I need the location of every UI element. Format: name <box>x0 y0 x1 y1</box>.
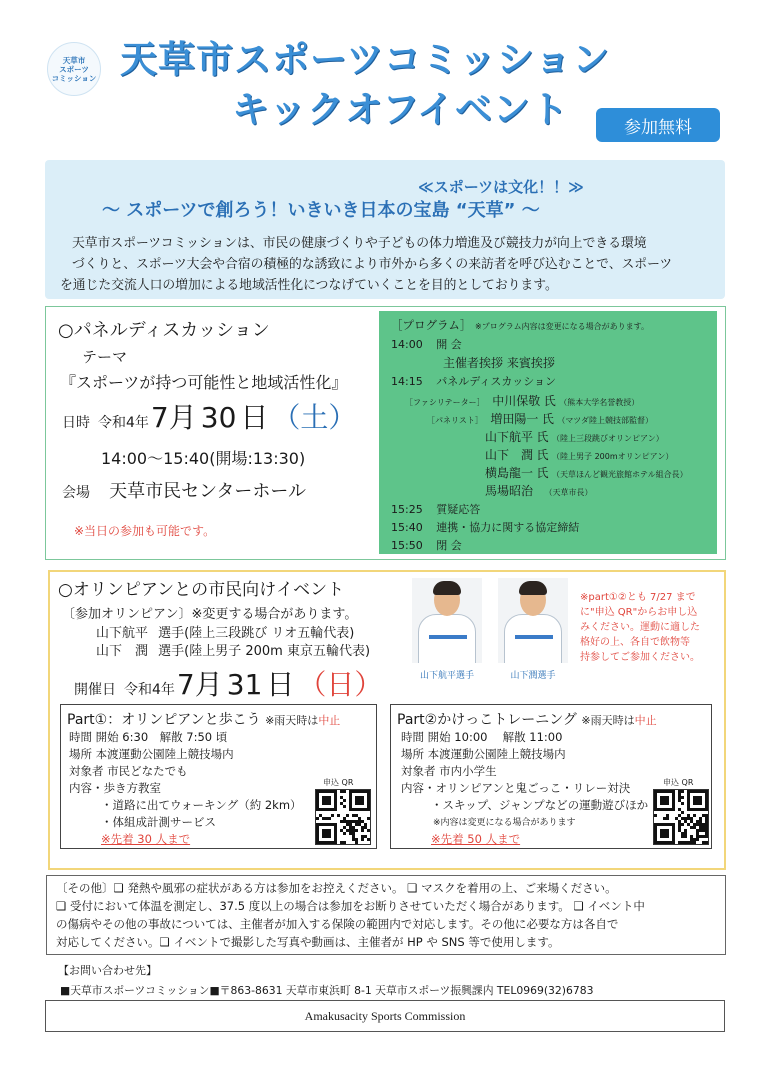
person-name: 中川保敬 <box>492 394 541 408</box>
qr-label: 申込 QR <box>323 778 354 787</box>
program-box <box>379 311 717 554</box>
program-title-note: ※プログラム内容は変更になる場合があります。 <box>475 322 650 331</box>
part2-card <box>390 704 712 849</box>
notice-line: の傷病やその他の事故については、主催者が加入する保険の範囲内で対応します。その他に必要な方は各自で <box>56 917 619 931</box>
theme-title: 『スポーツが持つ可能性と地域活性化』 <box>60 373 348 392</box>
date-month: 7月 <box>150 401 197 434</box>
notice-line: 〔その他〕❑ 発熱や風邪の症状がある方は参加をお控えください。 ❑ マスクを着用の上、ご来場ください。 <box>56 881 617 895</box>
notice-line: ❑ 受付において体温を測定し、37.5 度以上の場合は参加をお断りさせていただく場合があります。 ❑ イベント中 <box>56 899 645 913</box>
date-weekday: （日） <box>298 668 383 701</box>
program-time: 14:15 <box>391 375 423 388</box>
panelist-row <box>485 446 673 463</box>
date-weekday: （土） <box>272 401 357 434</box>
apply-note-line: ※part①②とも 7/27 まで <box>580 592 696 603</box>
person-name: 馬場昭治 <box>485 484 534 498</box>
olympian-date <box>74 663 384 703</box>
person-honorific: 氏 <box>541 412 554 426</box>
theme-label: テーマ <box>82 348 128 366</box>
date-era: 令和4年 <box>124 682 175 698</box>
date-label: 日時 <box>62 415 90 431</box>
panelist-row <box>485 464 688 481</box>
part2-note: ※内容は変更になる場合があります <box>433 818 576 828</box>
facilitator-row <box>405 392 639 409</box>
facilitator-label: ［ファシリテーター］ <box>405 398 485 407</box>
date-era: 令和4年 <box>98 415 149 431</box>
panelist-label: ［パネリスト］ <box>427 416 483 425</box>
part2-line: 時間 開始 10:00 解散 11:00 <box>401 730 563 744</box>
program-row <box>391 336 462 352</box>
program-row <box>391 519 579 535</box>
apply-note-line: 格好の上、各自で飲物等 <box>580 637 690 648</box>
person-name: 横島龍一 <box>485 466 534 480</box>
part2-capacity: ※先着 50 人まで <box>431 832 521 846</box>
page-title-line2: キックオフイベント <box>232 88 569 131</box>
rain-note: ※雨天時は <box>265 714 319 727</box>
date-day-unit: 日 <box>240 401 269 434</box>
olympian-heading: ○オリンピアンとの市民向けイベント <box>58 580 345 600</box>
panelist-row <box>485 428 664 445</box>
footer-text: Amakusacity Sports Commission <box>304 1008 466 1023</box>
program-title-text: ［プログラム］ <box>391 318 472 332</box>
contact-heading: 【お問い合わせ先】 <box>58 964 157 977</box>
program-row <box>391 537 462 553</box>
page-title-line1: 天草市スポーツコミッション <box>120 38 611 81</box>
panel-heading: ○パネルディスカッション <box>58 320 270 341</box>
apply-note-line: に"申込 QR"からお申し込 <box>580 607 698 618</box>
notice-line: 対応してください。❑ イベントで撮影した写真や動画は、主催者が HP や SNS 等で使用します。 <box>56 935 560 949</box>
date-day-unit: 日 <box>266 668 295 701</box>
person-honorific: 氏 <box>536 466 549 480</box>
person-honorific: 氏 <box>536 430 549 444</box>
part1-line: 内容・歩き方教室 <box>69 781 161 795</box>
logo-text-line3: コミッション <box>51 73 97 83</box>
person-affiliation: （天草ほんど観光旅館ホテル組合長） <box>552 470 688 479</box>
rain-note: ※雨天時は <box>581 714 635 727</box>
catchphrase-top: ≪スポーツは文化！！≫ <box>418 178 584 196</box>
date-label: 開催日 <box>74 682 116 698</box>
same-day-note: ※当日の参加も可能です。 <box>74 524 216 538</box>
participants-label: 〔参加オリンピアン〕※変更する場合があります。 <box>62 607 358 622</box>
part1-line: ・体組成計測サービス <box>101 815 216 829</box>
contact-info: ■天草市スポーツコミッション■〒863-8631 天草市東浜町 8-1 天草市スポーツ振興課内 TEL0969(32)6783 <box>60 984 594 997</box>
intro-text-line: づくりと、スポーツ大会や合宿の積極的な誘致により市外から多くの来訪者を呼び込むことで、スポーツ <box>72 257 673 272</box>
qr-icon <box>316 790 370 844</box>
part2-line: 内容・オリンピアンと鬼ごっこ・リレー対決 <box>401 781 631 795</box>
athlete-photo-caption: 山下潤選手 <box>510 671 556 681</box>
apply-note-line: 持参してご参加ください。 <box>580 652 700 663</box>
venue-label: 会場 <box>62 485 90 501</box>
part2-title <box>397 709 657 729</box>
panel-time: 14:00～15:40(開場:13:30) <box>101 449 306 468</box>
part1-card <box>60 704 377 849</box>
program-row <box>391 501 480 517</box>
athlete-row <box>96 622 354 641</box>
athlete-name: 山下 潤 <box>96 644 149 659</box>
footer-banner <box>45 1000 725 1032</box>
rain-cancel: 中止 <box>634 714 657 727</box>
person-affiliation: （陸上男子 200mオリンピアン） <box>552 452 674 461</box>
apply-note-line: みください。運動に適した <box>580 622 700 633</box>
athlete-desc: 選手(陸上三段跳び リオ五輪代表) <box>158 626 355 641</box>
athlete-photo-caption: 山下航平選手 <box>419 671 474 681</box>
program-time: 15:50 <box>391 539 423 552</box>
person-name: 山下航平 <box>485 430 534 444</box>
qr-code[interactable] <box>315 789 371 845</box>
program-title <box>391 317 649 333</box>
part2-title-text: Part②かけっこトレーニング <box>397 712 577 728</box>
intro-text-line: 天草市スポーツコミッションは、市民の健康づくりや子どもの体力増進及び競技力が向上できる環境 <box>72 236 647 251</box>
athlete-name: 山下航平 <box>96 626 149 641</box>
person-affiliation: （マツダ陸上競技部監督） <box>557 416 654 425</box>
panel-date <box>62 396 358 436</box>
person-name: 山下 潤 <box>485 448 534 462</box>
part2-line: ・スキップ、ジャンプなどの運動遊びほか <box>431 798 649 812</box>
part2-line: 対象者 市内小学生 <box>401 764 497 778</box>
part1-title <box>67 709 340 729</box>
person-affiliation: （天草市長） <box>544 488 593 497</box>
athlete-desc: 選手(陸上男子 200m 東京五輪代表) <box>158 644 371 659</box>
part1-line: 対象者 市民どなたでも <box>69 764 188 778</box>
date-day: 30 <box>200 401 237 434</box>
qr-icon <box>654 790 708 844</box>
person-honorific: 氏 <box>536 448 549 462</box>
panelist-row <box>427 410 653 427</box>
program-item: 開 会 <box>436 338 462 351</box>
panel-venue <box>62 477 306 503</box>
qr-code[interactable] <box>653 789 709 845</box>
program-time: 14:00 <box>391 338 423 351</box>
part1-line: ・道路に出てウォーキング（約 2km） <box>101 798 302 812</box>
part1-title-text: Part①：オリンピアンと歩こう <box>67 712 261 728</box>
program-item: 質疑応答 <box>436 503 481 516</box>
person-honorific: 氏 <box>543 394 556 408</box>
person-affiliation: （陸上三段跳びオリンピアン） <box>552 434 664 443</box>
date-month: 7月 <box>176 668 223 701</box>
program-time: 15:25 <box>391 503 423 516</box>
program-item: パネルディスカッション <box>436 375 556 388</box>
program-item: 連携・協力に関する協定締結 <box>436 521 580 534</box>
venue-name: 天草市民センターホール <box>109 481 307 502</box>
commission-logo <box>47 42 101 96</box>
catchphrase-main: ～ スポーツで創ろう！いきいき日本の宝島 “天草” ～ <box>102 200 540 221</box>
athlete-row <box>96 640 370 659</box>
qr-label: 申込 QR <box>663 778 694 787</box>
logo-text-line1: 天草市 <box>62 55 86 65</box>
panelist-row <box>485 482 593 499</box>
athlete-photo <box>412 578 482 663</box>
part1-capacity: ※先着 30 人まで <box>101 832 191 846</box>
program-item: 閉 会 <box>436 539 462 552</box>
program-row: 主催者挨拶 来賓挨拶 <box>443 356 555 370</box>
program-time: 15:40 <box>391 521 423 534</box>
person-affiliation: （熊本大学名誉教授） <box>559 398 640 407</box>
program-row <box>391 373 556 389</box>
athlete-photo <box>498 578 568 663</box>
rain-cancel: 中止 <box>318 714 341 727</box>
part2-line: 場所 本渡運動公園陸上競技場内 <box>401 747 566 761</box>
part1-line: 時間 開始 6:30 解散 7:50 頃 <box>69 730 228 744</box>
part1-line: 場所 本渡運動公園陸上競技場内 <box>69 747 234 761</box>
intro-text-line: を通じた交流人口の増加による地域活性化につなげていくことを目的としております。 <box>60 278 558 293</box>
date-day: 31 <box>226 668 263 701</box>
free-admission-badge: 参加無料 <box>596 108 720 142</box>
person-name: 増田陽一 <box>490 412 539 426</box>
logo-text-line2: スポーツ <box>59 64 89 74</box>
